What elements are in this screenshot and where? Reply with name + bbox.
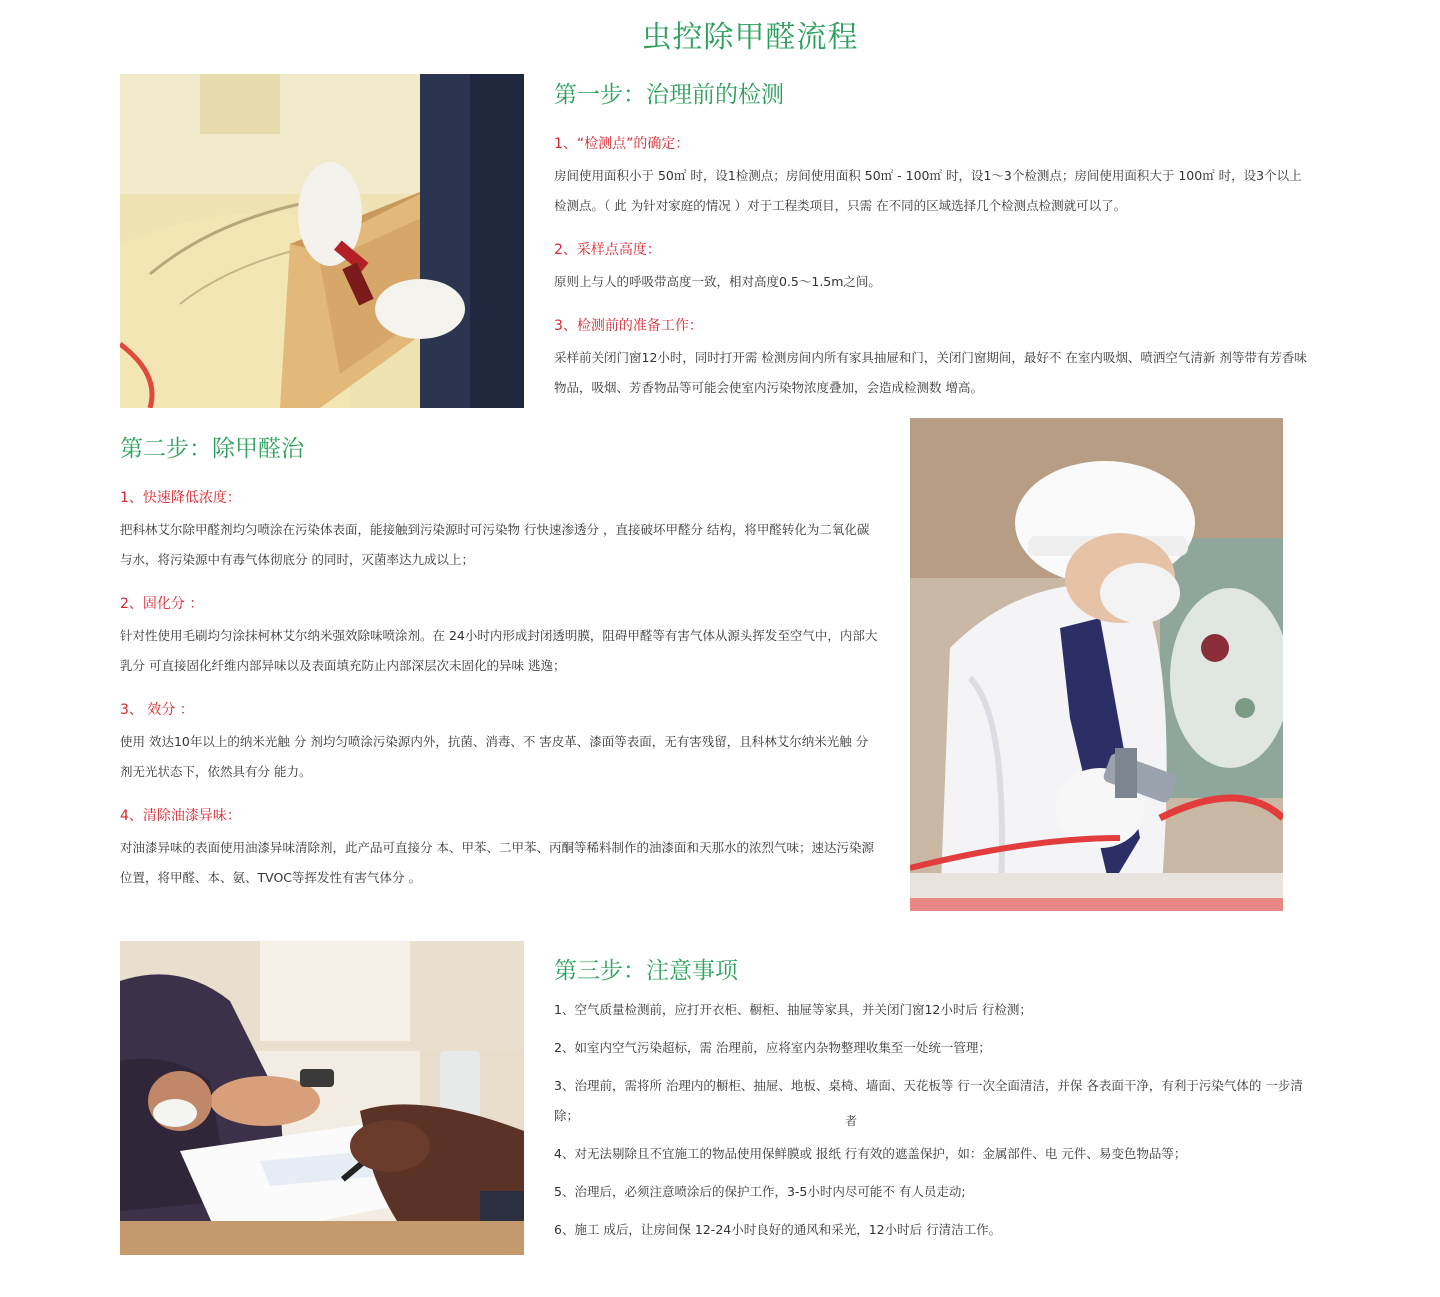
step2-item2-heading: 2、固化分 ： (120, 596, 204, 612)
step3-note-2: 2、如室内空气污染超标，需 治理前，应将室内杂物整理收集至一处统一管理； (554, 1040, 991, 1055)
step1-item3-heading: 3、检测前的准备工作： (554, 318, 703, 334)
step2-item2-text: 针对性使用毛刷均匀涂抹柯林艾尔纳米强效除味喷涂剂。在 24小时内形成封闭透明膜，阻碍甲醛等有害气体从源头挥发至空气中，内部大乳分 可直接固化纤维内部异味以及表面填充防止内部深层次未固化的异味 逃逸； (120, 628, 878, 673)
step1-item3-text: 采样前关闭门窗12小时，同时打开需 检测房间内所有家具抽屉和门，关闭门窗期间，最好不 在室内吸烟、喷洒空气清新 剂等带有芳香味物品，吸烟、芳香物品等可能会使室内污染物浓度叠加，会造成检测数 增高。 (554, 350, 1307, 395)
stray-character: 者 (845, 1114, 858, 1128)
step3-note-3: 3、治理前，需将所 治理内的橱柜、抽屉、地板、桌椅、墙面、天花板等 行一次全面清洁，并保 各表面干净，有利于污染气体的 一步清除； (554, 1078, 1303, 1123)
step1-item2-text: 原则上与人的呼吸带高度一致，相对高度0.5～1.5m之间。 (554, 274, 881, 289)
step2-item3-heading: 3、 效分 ： (120, 702, 194, 718)
page-title: 虫控除甲醛流程 (641, 20, 859, 55)
step3-section (554, 952, 1314, 1245)
step1-heading: 第一步：治理前的检测 (554, 82, 784, 108)
step2-item3-text: 使用 效达10年以上的纳米光触 分 剂均匀喷涂污染源内外，抗菌、消毒、不 害皮革、漆面等表面，无有害残留，且科林艾尔纳米光触 分 剂无光状态下，依然具有分 能力。 (120, 734, 869, 779)
photo-worker-in-hardhat-spraying (910, 418, 1283, 911)
photo-gloved-hands-brushing-drawer (120, 74, 524, 408)
step1-item1-heading: 1、“检测点”的确定： (554, 136, 690, 152)
step2-item1-text: 把科林艾尔除甲醛剂均匀喷涂在污染体表面，能接触到污染源时可污染物 行快速渗透分 ，直接破坏甲醛分 结构，将甲醛转化为二氧化碳与水，将污染源中有毒气体彻底分 的同时，灭菌率达九成以上； (120, 522, 870, 567)
photo-hands-signing-document (120, 941, 524, 1255)
step2-item4-heading: 4、清除油漆异味： (120, 808, 241, 824)
step3-note-4: 4、对无法剔除且不宜施工的物品使用保鲜膜或 报纸 行有效的遮盖保护，如：金属部件、电 元件、易变色物品等； (554, 1146, 1187, 1161)
step2-item1-heading: 1、快速降低浓度： (120, 490, 241, 506)
step2-section (120, 430, 880, 893)
step2-item4-text: 对油漆异味的表面使用油漆异味清除剂，此产品可直接分 本、甲苯、二甲苯、丙酮等稀料制作的油漆面和天那水的浓烈气味；速达污染源位置，将甲醛、本、氨、TVOC等挥发性有害气体分 。 (120, 840, 874, 885)
step3-note-5: 5、治理后，必须注意喷涂后的保护工作，3-5小时内尽可能不 有人员走动; (554, 1184, 966, 1199)
step1-item2-heading: 2、采样点高度： (554, 242, 661, 258)
step2-heading: 第二步：除甲醛治 (120, 436, 304, 462)
step1-item1-text: 房间使用面积小于 50㎡ 时，设1检测点；房间使用面积 50㎡ - 100㎡ 时，设1～3个检测点；房间使用面积大于 100㎡ 时，设3个以上检测点。（ 此 为针对家庭的情况 ）对于工程类项目，只需 在不同的区域选择几个检测点检测就可以了。 (554, 168, 1302, 213)
step3-heading: 第三步：注意事项 (554, 958, 738, 984)
step1-section (554, 76, 1314, 403)
step3-note-1: 1、空气质量检测前，应打开衣柜、橱柜、抽屉等家具，并关闭门窗12小时后 行检测； (554, 1002, 1032, 1017)
step3-note-6: 6、施工 成后，让房间保 12-24小时良好的通风和采光，12小时后 行清洁工作。 (554, 1222, 1002, 1237)
